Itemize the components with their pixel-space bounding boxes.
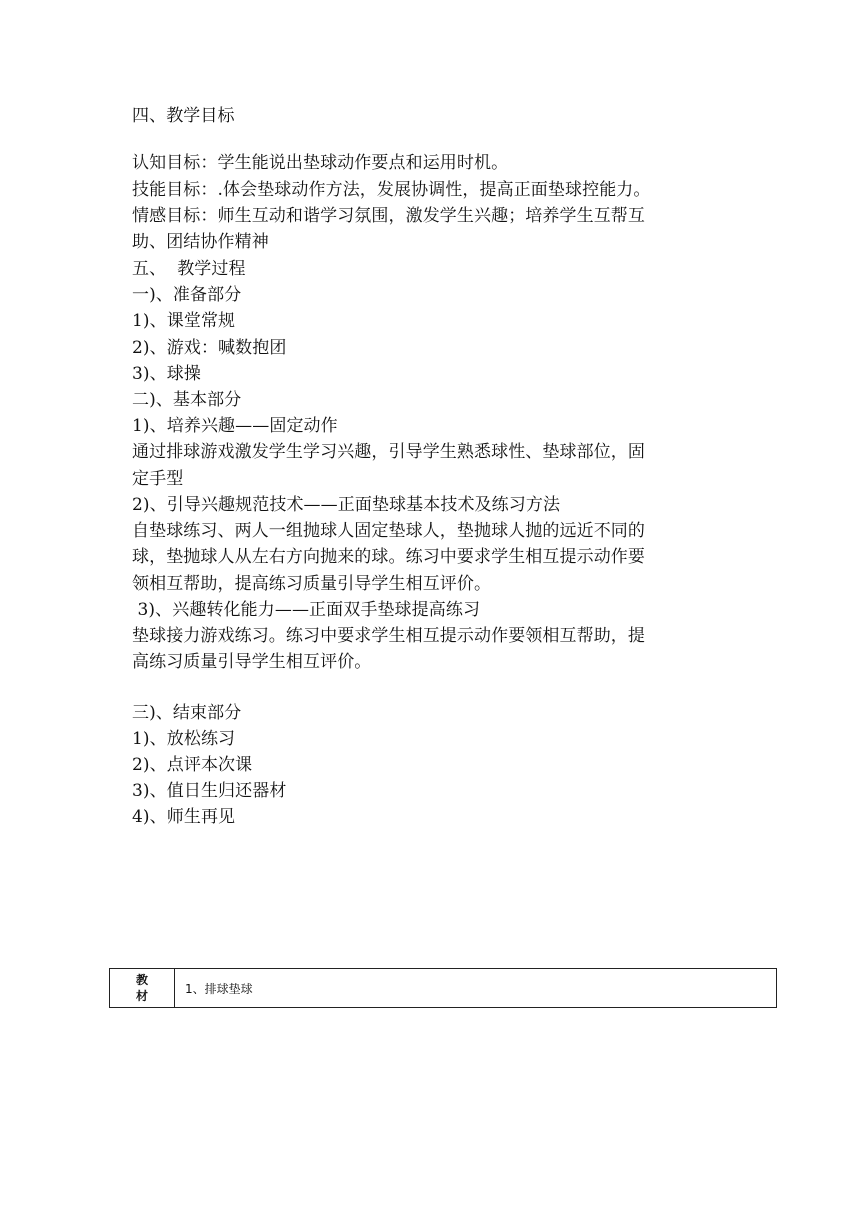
text-line: 情感目标：师生互动和谐学习氛围，激发学生兴趣；培养学生互帮互 [132, 206, 645, 226]
text-line: 一)、准备部分 [132, 285, 242, 305]
section-heading-process: 五、 教学过程 [132, 259, 246, 279]
text-line: 通过排球游戏激发学生学习兴趣，引导学生熟悉球性、垫球部位，固 [132, 442, 645, 462]
text-line: 二)、基本部分 [132, 390, 242, 410]
text-line: 领相互帮助，提高练习质量引导学生相互评价。 [132, 574, 492, 594]
section-heading-objectives: 四、教学目标 [132, 106, 235, 126]
text-line: 技能目标：.体会垫球动作方法，发展协调性，提高正面垫球控能力。 [132, 180, 651, 200]
text-line: 三)、结束部分 [132, 703, 242, 723]
text-line: 球，垫抛球人从左右方向抛来的球。练习中要求学生相互提示动作要 [132, 547, 645, 567]
table-header-line: 教 [135, 973, 148, 987]
text-line: 2)、游戏：喊数抱团 [132, 338, 287, 358]
text-line: 1)、课堂常规 [132, 311, 236, 331]
text-line: 1)、培养兴趣——固定动作 [132, 416, 338, 436]
text-line: 定手型 [132, 469, 184, 489]
materials-table [109, 968, 777, 1008]
text-line: 2)、点评本次课 [132, 755, 253, 775]
text-line: 认知目标：学生能说出垫球动作要点和运用时机。 [132, 153, 509, 173]
table-header-cell [110, 969, 175, 1007]
text-line: 3)、兴趣转化能力——正面双手垫球提高练习 [132, 600, 481, 620]
text-line: 3)、球操 [132, 364, 201, 384]
table-header-line: 材 [135, 989, 148, 1003]
text-line: 助、团结协作精神 [132, 232, 269, 252]
text-line: 自垫球练习、两人一组抛球人固定垫球人，垫抛球人抛的远近不同的 [132, 521, 645, 541]
text-line: 高练习质量引导学生相互评价。 [132, 652, 372, 672]
text-line: 4)、师生再见 [132, 807, 236, 827]
table-data-cell: 1、排球垫球 [185, 981, 253, 996]
text-line: 垫球接力游戏练习。练习中要求学生相互提示动作要领相互帮助，提 [132, 626, 645, 646]
text-line: 1)、放松练习 [132, 729, 236, 749]
text-line: 3)、值日生归还器材 [132, 781, 287, 801]
text-line: 2)、引导兴趣规范技术——正面垫球基本技术及练习方法 [132, 495, 561, 515]
